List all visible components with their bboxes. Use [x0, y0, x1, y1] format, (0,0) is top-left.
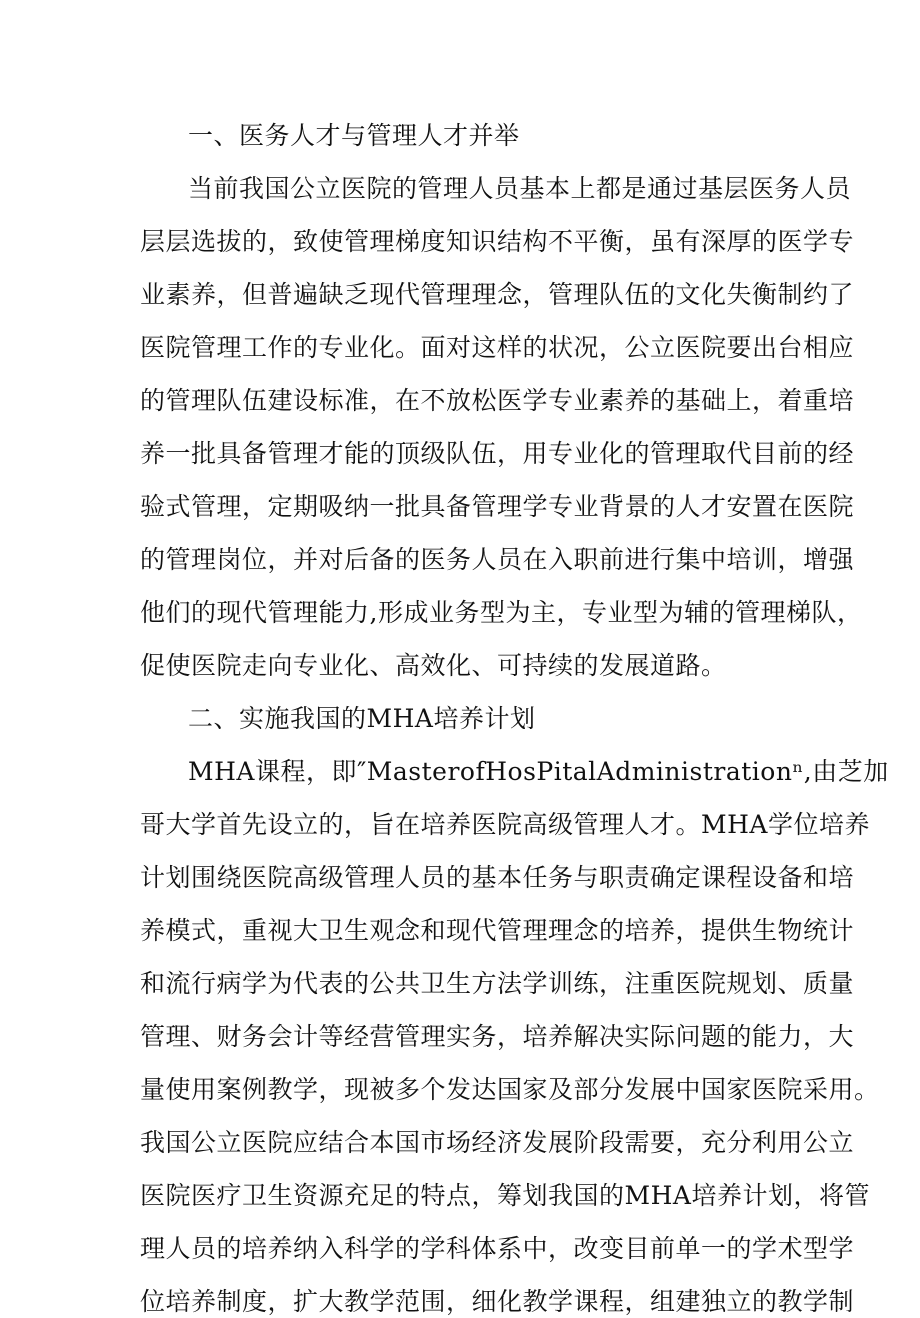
paragraph-line: 和流行病学为代表的公共卫生方法学训练，注重医院规划、质量: [140, 969, 855, 998]
paragraph-line: 医院医疗卫生资源充足的特点，筹划我国的MHA培养计划，将管: [140, 1181, 870, 1210]
section-heading-2: 二、实施我国的MHA培养计划: [188, 704, 536, 733]
paragraph-line: 医院管理工作的专业化。面对这样的状况，公立医院要出台相应: [140, 333, 855, 362]
paragraph-line: 我国公立医院应结合本国市场经济发展阶段需要，充分利用公立: [140, 1128, 855, 1157]
paragraph-line: 层层选拔的，致使管理梯度知识结构不平衡，虽有深厚的医学专: [140, 227, 855, 256]
paragraph-line: 管理、财务会计等经营管理实务，培养解决实际问题的能力，大: [140, 1022, 855, 1051]
paragraph-line: 理人员的培养纳入科学的学科体系中，改变目前单一的学术型学: [140, 1234, 855, 1263]
paragraph-line: 养模式，重视大卫生观念和现代管理理念的培养，提供生物统计: [140, 916, 855, 945]
paragraph-line: 的管理队伍建设标准，在不放松医学专业素养的基础上，着重培: [140, 386, 855, 415]
paragraph-line: 验式管理，定期吸纳一批具备管理学专业背景的人才安置在医院: [140, 492, 855, 521]
section-heading-1: 一、医务人才与管理人才并举: [188, 121, 520, 150]
paragraph-line: MHA课程，即″MasterofHosPitalAdministrationⁿ,由芝加: [188, 757, 889, 786]
paragraph-line: 当前我国公立医院的管理人员基本上都是通过基层医务人员: [188, 174, 852, 203]
paragraph-line: 量使用案例教学，现被多个发达国家及部分发展中国家医院采用。: [140, 1075, 880, 1104]
paragraph-line: 他们的现代管理能力,形成业务型为主，专业型为辅的管理梯队，: [140, 598, 863, 627]
paragraph-line: 养一批具备管理才能的顶级队伍，用专业化的管理取代目前的经: [140, 439, 855, 468]
paragraph-line: 位培养制度，扩大教学范围，细化教学课程，组建独立的教学制: [140, 1287, 855, 1316]
paragraph-line: 促使医院走向专业化、高效化、可持续的发展道路。: [140, 651, 727, 680]
paragraph-line: 哥大学首先设立的，旨在培养医院高级管理人才。MHA学位培养: [140, 810, 870, 839]
paragraph-line: 计划围绕医院高级管理人员的基本任务与职责确定课程设备和培: [140, 863, 855, 892]
paragraph-line: 业素养，但普遍缺乏现代管理理念，管理队伍的文化失衡制约了: [140, 280, 855, 309]
paragraph-line: 的管理岗位，并对后备的医务人员在入职前进行集中培训，增强: [140, 545, 855, 574]
